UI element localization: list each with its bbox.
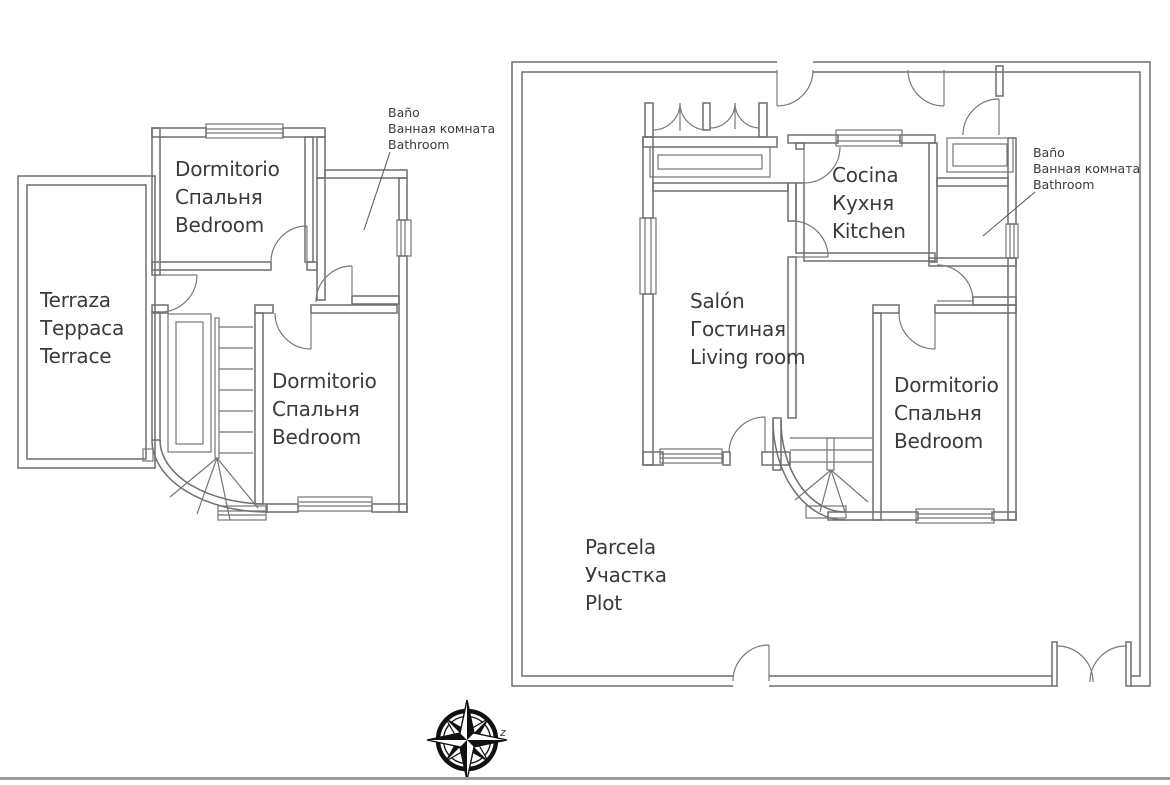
french-door-right — [710, 103, 759, 129]
wall — [643, 294, 653, 465]
wall — [935, 305, 1016, 313]
wall — [317, 178, 325, 300]
porch-post — [759, 103, 767, 137]
wall — [283, 128, 325, 137]
living-room-label-es: Salón — [690, 289, 745, 313]
bathroom-label-en: Bathroom — [1033, 177, 1095, 192]
wall — [788, 183, 796, 221]
curved-wall-inner — [160, 440, 267, 504]
living-room-label-en: Living room — [690, 345, 806, 369]
bedroom-label-ru: Спальня — [894, 401, 982, 425]
french-door-left — [653, 103, 707, 131]
ground-floor-labels — [585, 145, 1140, 615]
porch-wall — [643, 137, 777, 147]
porch — [643, 103, 777, 177]
wall — [996, 66, 1003, 96]
upper-floor-labels — [39, 105, 495, 449]
kitchen-label-ru: Кухня — [832, 191, 894, 215]
wall — [723, 452, 730, 465]
window — [640, 218, 656, 294]
bathroom-label-ru: Ванная комната — [388, 121, 496, 136]
wall — [152, 312, 160, 440]
terrace-label-en: Terrace — [40, 344, 112, 368]
courtyard-door — [908, 70, 944, 106]
plot-label-es: Parcela — [585, 535, 656, 559]
curved-wall-inner — [781, 420, 845, 512]
wall — [873, 313, 881, 520]
stair-post — [827, 438, 834, 470]
plot-label-en: Plot — [585, 591, 622, 615]
terrace-door — [160, 275, 197, 312]
bathroom-label-en: Bathroom — [388, 137, 450, 152]
bedroom-door — [899, 313, 935, 349]
window — [206, 124, 283, 138]
wall — [653, 183, 788, 191]
plot-label-ru: Участка — [585, 563, 667, 587]
corridor-door — [937, 265, 973, 301]
entrance-door — [963, 99, 999, 135]
bedroom-bottom-label-es: Dormitorio — [272, 369, 377, 393]
top-gate — [777, 70, 813, 106]
porch-step-inner — [658, 155, 762, 169]
wall — [372, 504, 407, 512]
bathroom-leader-line — [983, 192, 1035, 236]
compass-north-mark: z — [500, 726, 506, 739]
window — [916, 509, 994, 523]
terrace-label-ru: Терраса — [40, 316, 125, 340]
wall — [317, 137, 325, 178]
wall — [152, 128, 160, 275]
stairwell-inner — [176, 322, 203, 444]
window — [660, 449, 722, 463]
stair-stringer — [215, 318, 219, 458]
wall — [900, 135, 935, 143]
wall — [352, 296, 399, 304]
wall — [305, 137, 313, 262]
wall — [937, 178, 1008, 186]
living-room-door — [729, 417, 765, 453]
bedroom-bottom-label-en: Bedroom — [272, 425, 362, 449]
upper-stairs — [168, 314, 258, 520]
ground-stairs — [790, 438, 873, 518]
porch-post — [645, 103, 653, 137]
vestibule-inner — [953, 144, 1007, 166]
bathroom-label-es: Baño — [1033, 145, 1065, 160]
terrace-label-es: Terraza — [40, 288, 111, 312]
living-room-label-ru: Гостиная — [690, 317, 786, 341]
bedroom-label-es: Dormitorio — [894, 373, 999, 397]
wall — [267, 504, 298, 512]
wall — [399, 178, 407, 220]
bathroom-leader-line — [364, 152, 390, 230]
upper-floor-plan — [18, 105, 495, 520]
kitchen-label-es: Cocina — [832, 163, 899, 187]
wall — [788, 135, 838, 143]
bedroom-top-label-en: Bedroom — [175, 213, 265, 237]
bedroom-top-door — [271, 226, 307, 262]
bottom-gate — [733, 645, 769, 681]
curved-wall-outer — [152, 440, 267, 512]
wall — [325, 170, 407, 178]
wall — [307, 262, 317, 270]
stair-treads — [219, 327, 253, 453]
wall — [255, 313, 263, 504]
wall — [788, 257, 796, 418]
wall — [255, 305, 273, 313]
bedroom-top-label-ru: Спальня — [175, 185, 263, 209]
wall — [152, 262, 271, 270]
bathroom-label-es: Baño — [388, 105, 420, 120]
ground-floor-plan — [512, 62, 1150, 686]
window — [836, 130, 902, 146]
porch-step — [650, 147, 770, 177]
window — [1006, 224, 1018, 258]
compass-main-star — [427, 700, 507, 780]
window — [397, 220, 411, 256]
wall — [973, 297, 1016, 305]
wall — [992, 512, 1016, 520]
upper-doors — [160, 226, 352, 349]
wall — [873, 305, 899, 313]
vestibule — [947, 138, 1013, 172]
wall — [796, 183, 804, 253]
bathroom-label-ru: Ванная комната — [1033, 161, 1141, 176]
kitchen-label-en: Kitchen — [832, 219, 906, 243]
window — [218, 506, 266, 520]
compass-rose — [427, 700, 507, 780]
bedroom-bottom-door — [275, 313, 311, 349]
porch-post — [703, 103, 710, 130]
window — [298, 497, 372, 511]
bedroom-top-label-es: Dormitorio — [175, 157, 280, 181]
hall-door — [792, 221, 828, 257]
bathroom-door — [316, 266, 352, 302]
wall — [796, 143, 804, 149]
stairwell — [168, 314, 211, 452]
bedroom-bottom-label-ru: Спальня — [272, 397, 360, 421]
wall — [311, 305, 397, 313]
double-gate — [1052, 642, 1131, 686]
stair-treads — [790, 438, 873, 462]
bedroom-label-en: Bedroom — [894, 429, 984, 453]
wall — [399, 256, 407, 512]
wall — [929, 143, 937, 262]
